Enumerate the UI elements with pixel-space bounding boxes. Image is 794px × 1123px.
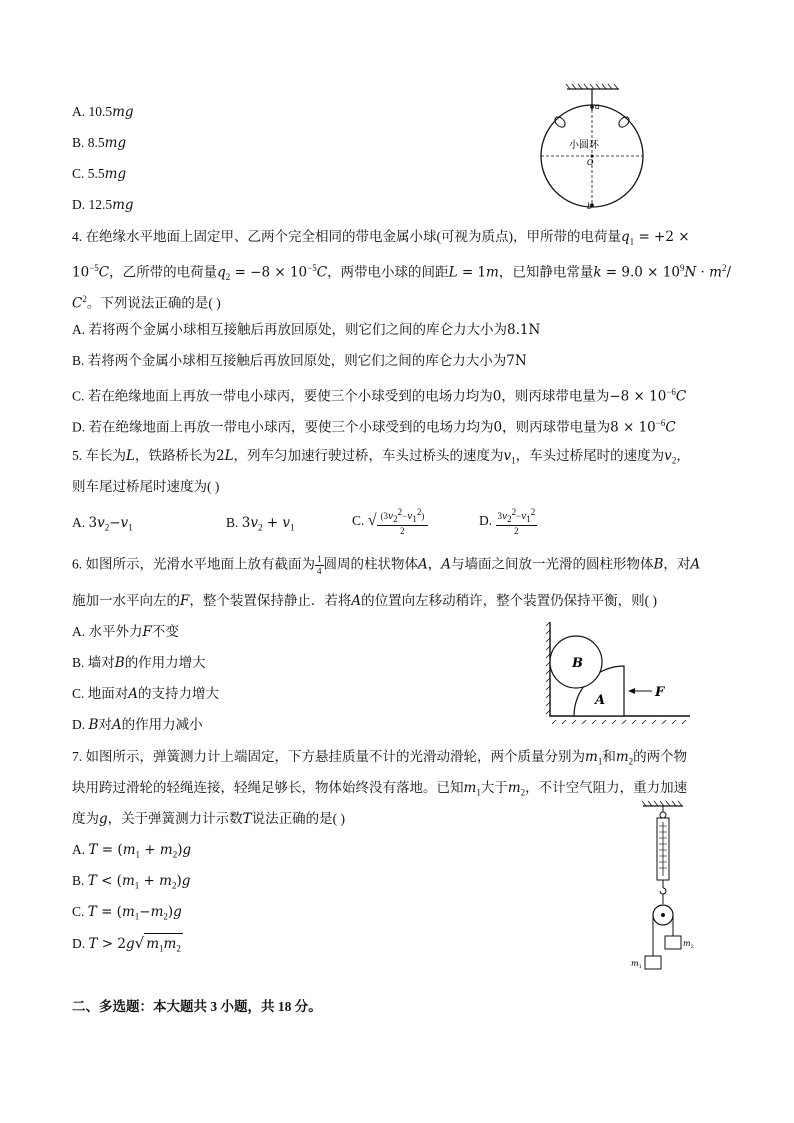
q7-option-b: B. $T < (m_1 + m_2)g$ [72,873,191,891]
spring-balance-figure [625,800,705,972]
q6-line-1: 6. 如图所示，光滑水平地面上放有截面为 $\frac{1}{4}$ 圆周的柱状物体A，A与墙面之间放一光滑的圆柱形物体B，对A [72,554,701,576]
q6-line-2: 施加一水平向左的F，整个装置保持静止．若将A的位置向左移动稍许，整个装置仍保持平衡，则( ) [72,593,657,609]
q7-line-3: 度为g，关于弹簧测力计示数T说法正确的是( ) [72,811,346,827]
label-o: O [587,158,594,167]
label-a: A [595,693,606,708]
q5-line-2: 则车尾过桥尾时速度为( ) [72,479,220,494]
section-heading: 二、多选题：本大题共 3 小题，共 18 分。 [72,999,322,1014]
q6-option-a: A. 水平外力F不变 [72,624,179,640]
q4-option-a: A. 若将两个金属小球相互接触后再放回原处，则它们之间的库仑力大小为8.1N [72,322,541,338]
q3-option-c: C. 5.5mg [72,166,127,182]
q5-option-d: D. $\frac{3v_2^2-v_1^2}{2}$ [479,507,536,536]
q7-option-c: C. $T = (m_1-m_2)g$ [72,904,182,922]
q7-option-a: A. $T = (m_1 + m_2)g$ [72,842,192,860]
label-a: a [595,102,600,111]
q6-option-d: D. B对A的作用力减小 [72,717,203,733]
q5-line-1: 5. 车长为L，铁路桥长为2L，列车匀加速行驶过桥，车头过桥头的速度为$v_1$，车头过桥尾时的速度为$v_2$， [72,448,690,466]
q4-option-b: B. 若将两个金属小球相互接触后再放回原处，则它们之间的库仑力大小为7N [72,353,527,369]
q7-line-1: 7. 如图所示，弹簧测力计上端固定，下方悬挂质量不计的光滑动滑轮，两个质量分别为$m_1$和$m_2$的两个物 [72,749,688,767]
q5-option-c: C. √ $\frac{(3v_2^2-v_1^2)}{2}$ [352,507,428,537]
q4-option-d: D. 若在绝缘地面上再放一带电小球丙，要使三个小球受到的电场力均为0，则丙球带电量为$8 \times 10^{-6}C$ [72,418,676,436]
q3-option-b: B. 8.5mg [72,135,127,151]
q3-option-a: A. 10.5mg [72,104,134,120]
q4-line-3: $C^2$。下列说法正确的是( ) [72,294,221,312]
q4-line-2: $10^{-5}C$，乙所带的电荷量$q_2 = -8 \times 10^{-5}C$，两带电小球的间距L = 1m，已知静电常量$k = 9.0 \times 10^9N \cdot m^2/$ [72,263,732,283]
q3-option-d: D. 12.5mg [72,197,134,213]
q6-option-c: C. 地面对A的支持力增大 [72,686,220,702]
ring-label: 小圆环 [569,140,599,151]
q7-option-d: D. T > 2g√ $m_1m_2$ [72,933,183,959]
ring-figure [535,83,665,213]
label-b: b [587,202,593,211]
q4-option-c: C. 若在绝缘地面上再放一带电小球丙，要使三个小球受到的电场力均为0，则丙球带电量为$-8 \times 10^{-6}C$ [72,387,687,405]
label-f: F [655,685,665,700]
q4-line-1: 4. 在绝缘水平地面上固定甲、乙两个完全相同的带电金属小球(可视为质点)，甲所带的电荷量$q_1 = +2$ × [72,229,690,247]
q7-line-2: 块用跨过滑轮的轻绳连接，轻绳足够长，物体始终没有落地。已知$m_1$大于$m_2$，不计空气阻力，重力加速 [72,780,688,798]
label-m1: $m_1$ [631,959,642,970]
label-m2: $m_2$ [683,939,694,950]
wall-cylinder-figure [542,620,692,724]
q5-option-b: B. $3v_2 + v_1$ [226,515,295,533]
label-b: B [572,656,583,671]
q5-option-a: A. $3v_2-v_1$ [72,515,133,533]
q6-option-b: B. 墙对B的作用力增大 [72,655,206,671]
